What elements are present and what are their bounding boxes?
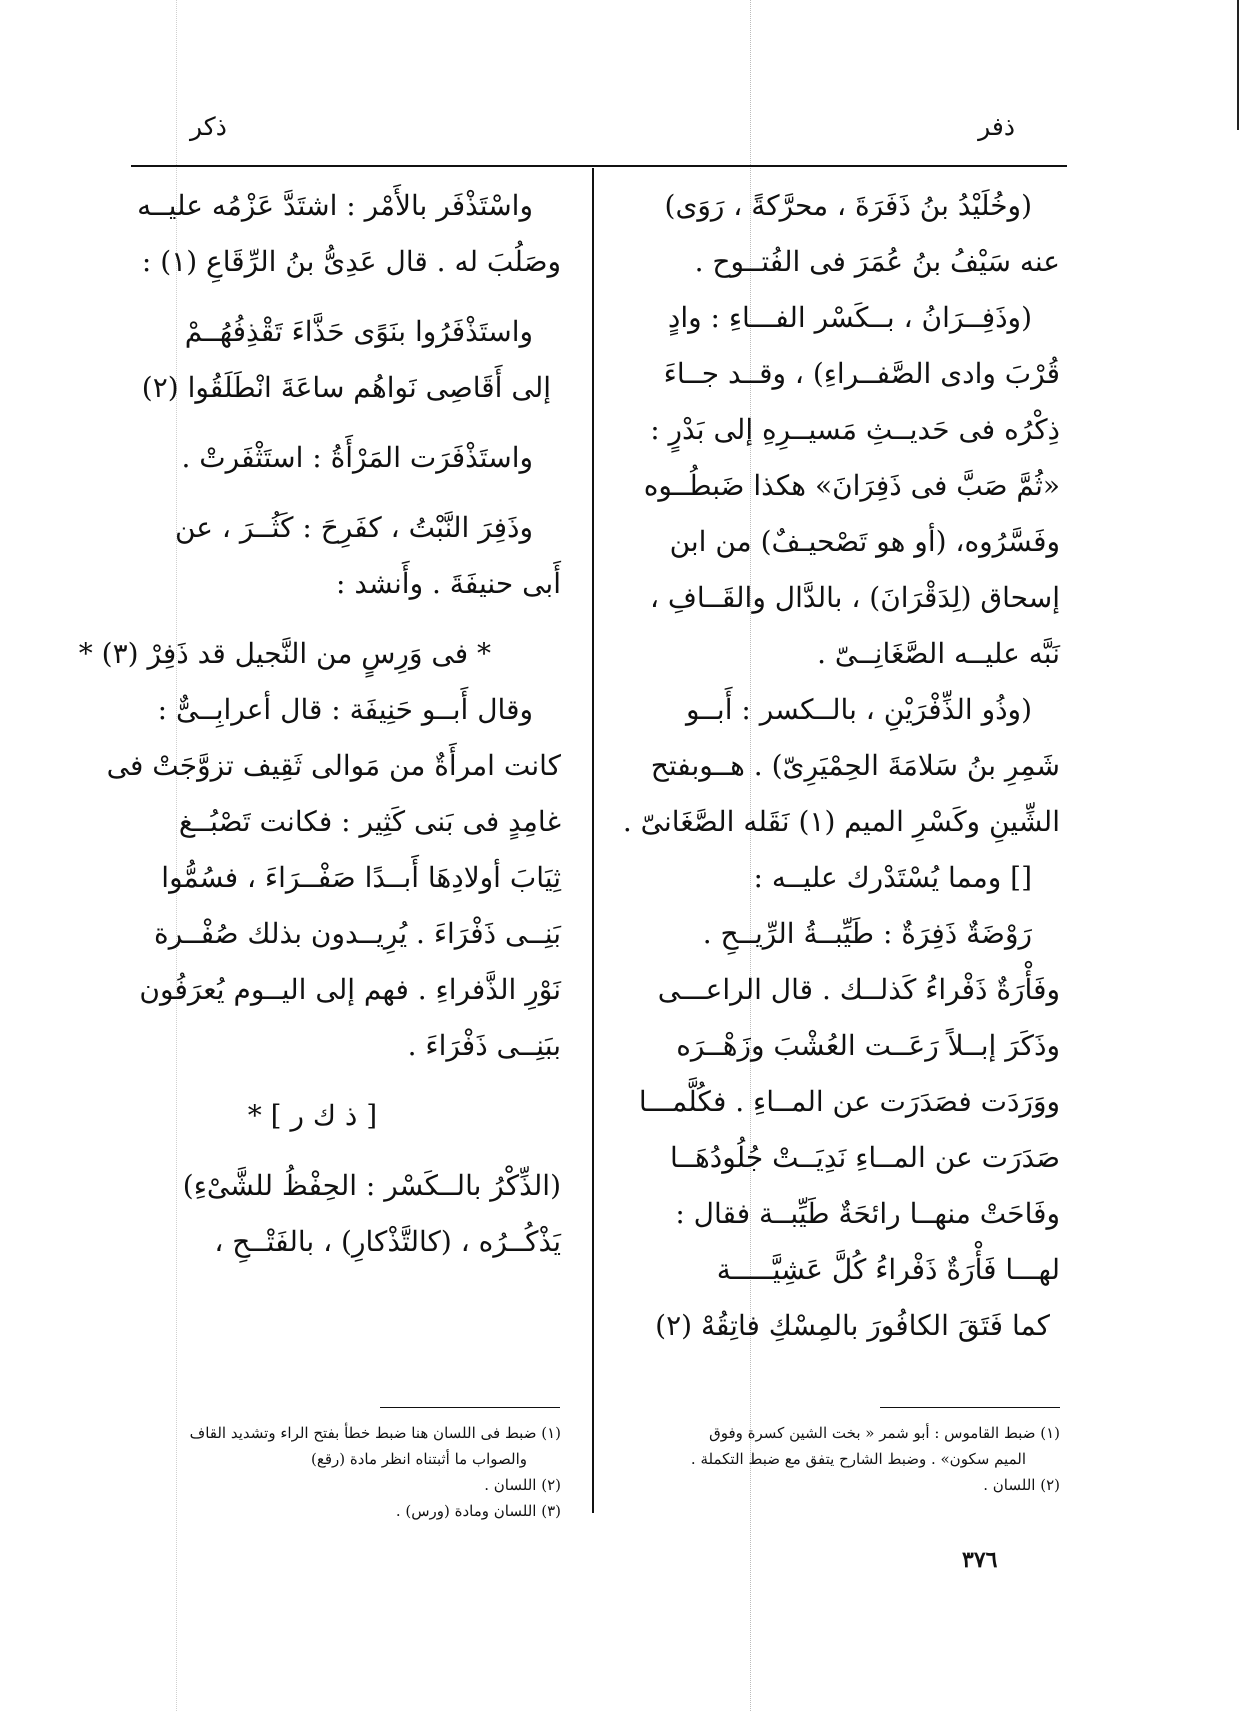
- text-line: كانت امرأَةٌ من مَوالى ثَقِيف تزوَّجَتْ فى: [106, 749, 561, 782]
- left-column: [78, 178, 561, 1270]
- poetry-verse-first: واستَذْفَرُوا بنَوًى حَذَّاءَ تَقْذِفُهُــمْ: [184, 315, 533, 348]
- footnotes-right: [628, 1420, 1060, 1498]
- text-line: وفَاحَتْ منهــا رائحَةٌ طَيِّبــة فقال :: [675, 1197, 1060, 1230]
- text-line: واسْتَذْفَر بالأَمْر : اشتَدَّ عَزْمُه عليــه: [137, 189, 533, 222]
- text-line: «ثُمَّ صَبَّ فى ذَفِرَانَ» هكذا ضَبطُــوه: [643, 469, 1060, 502]
- footnotes-left: [124, 1420, 561, 1524]
- text-line: الشِّينِ وكَسْرِ الميم (١) نَقَله الصَّغَانىّ .: [622, 805, 1060, 838]
- footnote: (٣) اللسان ومادة (ورس) .: [395, 1502, 561, 1520]
- text-line: وفَأْرَةٌ ذَفْراءُ كَذلــك . قال الراعـــى: [657, 973, 1060, 1006]
- text-line: وصَلُبَ له . قال عَدِىُّ بنُ الرِّقَاعِ (١) :: [141, 245, 561, 278]
- poetry-verse-second: إلى أَقَاصِى نَواهُم ساعَةَ انْطَلَقُوا (٢): [141, 371, 551, 404]
- running-header-right: ذفر: [978, 112, 1015, 141]
- text-line: ووَرَدَت فصَدَرَت عن المــاءِ . فكُلَّمـــا: [638, 1085, 1060, 1118]
- text-line: أَبى حنيفَةَ . وأَنشد :: [336, 567, 561, 600]
- text-line: بَنِــى ذَفْرَاءَ . يُرِيــدون بذلك صُفْــرة: [154, 917, 561, 950]
- text-line: واستَذْفَرَت المَرْأَةُ : استَثْفَرتْ .: [181, 441, 533, 474]
- scan-edge-mark: [1237, 0, 1239, 130]
- footnote-continuation: الميم سكون» . وضبط الشارح يتفق مع ضبط التكملة .: [690, 1450, 1026, 1468]
- footnote: (٢) اللسان .: [983, 1476, 1060, 1494]
- header-rule: [131, 165, 1067, 167]
- right-column: [622, 178, 1060, 1354]
- footnote-continuation: والصواب ما أثبتناه انظر مادة (رقع): [311, 1450, 527, 1468]
- text-line: يَذْكُــرُه ، (كالتَّذْكارِ) ، بالفَتْــحِ ،: [214, 1225, 561, 1258]
- text-line: (الذِّكْرُ بالــكَسْر : الحِفْظُ للشَّىْءِ): [182, 1169, 561, 1202]
- text-line: (وذُو الذِّفْرَيْنِ ، بالــكسر : أَبــو: [686, 693, 1032, 726]
- text-line: نَوْرِ الذَّفراءِ . فهم إلى اليــوم يُعرَفُون: [139, 973, 561, 1006]
- footnote-rule-left: [380, 1407, 560, 1408]
- footnote: (١) ضبط القاموس : أبو شمر « بخت الشين كسرة وفوق: [709, 1424, 1060, 1442]
- text-line: وقال أَبــو حَنِيفَة : قال أعرابِــىٌّ :: [157, 693, 533, 726]
- addendum-line: [] ومما يُسْتَدْرك عليــه :: [753, 861, 1032, 894]
- text-line: رَوْضَةٌ ذَفِرَةٌ : طَيِّبــةُ الرِّيــحِ .: [702, 917, 1032, 950]
- text-line: (وذَفِــرَانُ ، بــكَسْر الفـــاءِ : وادٍ: [667, 301, 1032, 334]
- page-number: ٣٧٦: [962, 1547, 998, 1573]
- footnote: (٢) اللسان .: [484, 1476, 561, 1494]
- text-line: ثِيَابَ أولادِهَا أَبــدًا صَفْــرَاءَ ، فسُمُّوا: [161, 861, 561, 894]
- text-line: وذَكَرَ إبــلاً رَعَــت العُشْبَ وزَهْــرَه: [676, 1029, 1060, 1062]
- text-line: وفَسَّرُوه، (أو هو تَصْحيـفٌ) من ابن: [669, 525, 1060, 558]
- column-divider: [592, 168, 594, 1513]
- text-line: قُرْبَ وادى الصَّفــراءِ) ، وقــد جــاءَ: [663, 357, 1060, 390]
- running-header-left: ذكر: [190, 112, 227, 141]
- text-line: ذِكْرُه فى حَديــثِ مَسيــرِهِ إلى بَدْرٍ :: [650, 413, 1060, 446]
- poetry-verse-second: كما فَتَقَ الكافُورَ بالمِسْكِ فاتِقُهْ (٢): [655, 1309, 1050, 1342]
- footnote: (١) ضبط فى اللسان هنا ضبط خطأ بفتح الراء وتشديد القاف: [189, 1424, 561, 1442]
- poetry-half-verse: * فى وَرِسٍ من النَّجيل قد ذَفِرْ (٣) *: [78, 637, 491, 670]
- text-line: عنه سَيْفُ بنُ عُمَرَ فى الفُتــوح .: [694, 245, 1060, 278]
- text-line: صَدَرَت عن المــاءِ نَدِيَــتْ جُلُودُهَــا: [670, 1141, 1060, 1174]
- footnote-rule-right: [880, 1407, 1060, 1408]
- text-line: غامِدٍ فى بَنى كَثِير : فكانت تَصْبُــغ: [178, 805, 561, 838]
- poetry-verse-first: لهـــا فَأْرَةٌ ذَفْراءُ كُلَّ عَشِيَّـــــة: [716, 1253, 1060, 1286]
- text-line: وذَفِرَ النَّبْتُ ، كفَرِحَ : كَثُــرَ ، عن: [174, 511, 533, 544]
- text-line: إسحاق (لِدَقْرَانَ) ، بالدَّال والقَــافِ ،: [649, 581, 1060, 614]
- text-line: (وخُلَيْدُ بنُ ذَفَرَةَ ، محرَّكةً ، رَوَى): [664, 189, 1032, 222]
- entry-heading: [ ذ ك ر ] *: [247, 1099, 378, 1132]
- text-line: شَمِرِ بنُ سَلامَةَ الحِمْيَرِىّ) . هــوبفتح: [650, 749, 1060, 782]
- text-line: ببَنِــى ذَفْرَاءَ .: [407, 1029, 561, 1062]
- text-line: نَبَّه عليــه الصَّغَانِــىّ .: [817, 637, 1060, 670]
